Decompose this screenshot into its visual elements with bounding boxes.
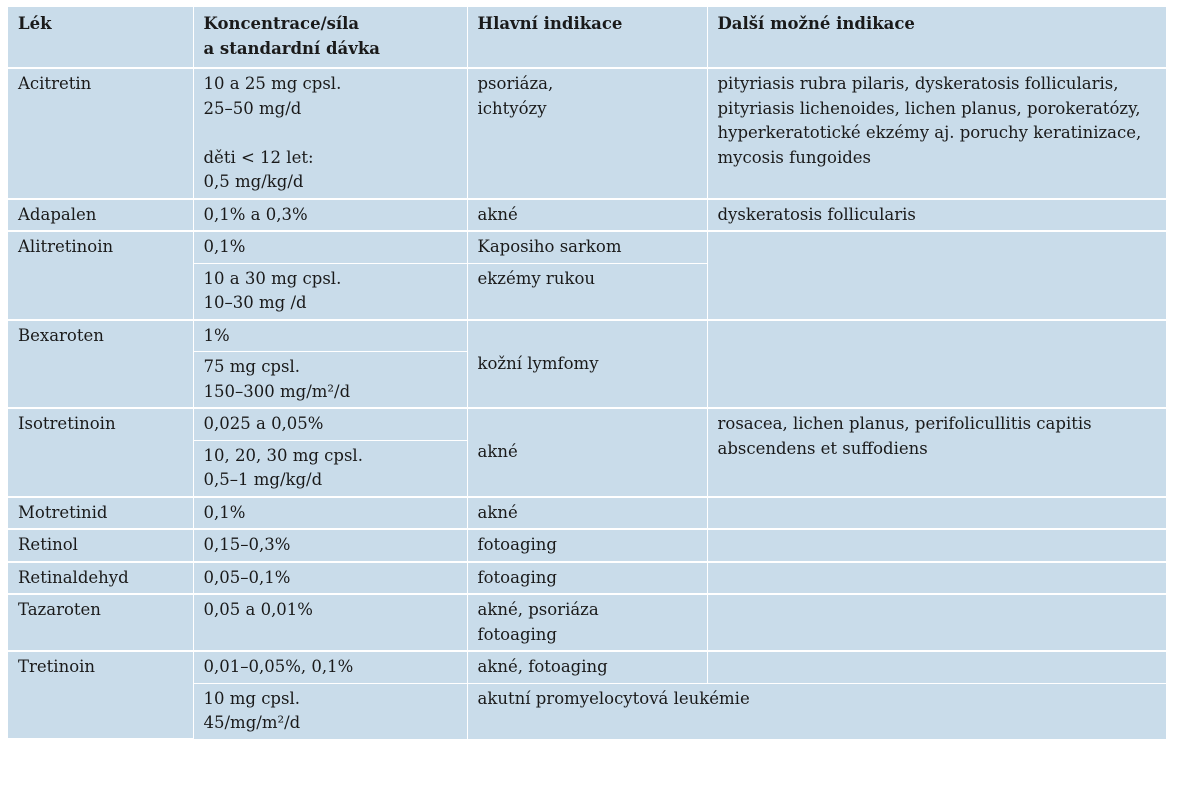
drug-cell: Retinol xyxy=(8,529,193,562)
drug-cell: Bexaroten xyxy=(8,320,193,409)
other-indication-cell xyxy=(707,320,1166,409)
table-row xyxy=(8,231,1166,263)
dose-cell: 0,05 a 0,01% xyxy=(193,594,467,651)
other-indication-cell xyxy=(707,562,1166,595)
drug-cell: Motretinid xyxy=(8,497,193,530)
dose-cell: 10 a 30 mg cpsl. 10–30 mg /d xyxy=(193,263,467,320)
table-row xyxy=(8,408,1166,440)
other-indication-cell xyxy=(707,651,1166,683)
header-main-indication: Hlavní indikace xyxy=(467,7,707,68)
main-indication-cell: akné xyxy=(467,199,707,232)
drug-cell: Tazaroten xyxy=(8,594,193,651)
main-indication-cell: psoriáza, ichtyózy xyxy=(467,68,707,199)
main-indication-cell: Kaposiho sarkom xyxy=(467,231,707,263)
drug-cell: Tretinoin xyxy=(8,651,193,739)
main-indication-cell: fotoaging xyxy=(467,562,707,595)
table-row xyxy=(8,68,1166,199)
table-row xyxy=(8,562,1166,595)
header-row xyxy=(8,7,1166,68)
drug-cell: Acitretin xyxy=(8,68,193,199)
dose-cell: 0,15–0,3% xyxy=(193,529,467,562)
main-indication-cell: akné, fotoaging xyxy=(467,651,707,683)
main-indication-cell: akutní promyelocytová leukémie xyxy=(467,683,1166,739)
drug-cell: Isotretinoin xyxy=(8,408,193,497)
dose-cell: 1% xyxy=(193,320,467,352)
retinoid-indications-table xyxy=(8,7,1166,739)
dose-cell: 0,025 a 0,05% xyxy=(193,408,467,440)
table-row xyxy=(8,320,1166,352)
other-indication-cell xyxy=(707,594,1166,651)
drug-cell: Retinaldehyd xyxy=(8,562,193,595)
dose-cell: 75 mg cpsl. 150–300 mg/m²/d xyxy=(193,352,467,409)
table-row xyxy=(8,529,1166,562)
main-indication-cell: akné xyxy=(467,497,707,530)
table-row xyxy=(8,497,1166,530)
table-row xyxy=(8,199,1166,232)
dose-cell: 0,1% xyxy=(193,497,467,530)
dose-cell: 0,05–0,1% xyxy=(193,562,467,595)
drug-cell: Alitretinoin xyxy=(8,231,193,320)
table-row xyxy=(8,651,1166,683)
dose-cell: 0,1% a 0,3% xyxy=(193,199,467,232)
table-row xyxy=(8,594,1166,651)
other-indication-cell xyxy=(707,497,1166,530)
header-drug: Lék xyxy=(8,7,193,68)
header-dose: Koncentrace/síla a standardní dávka xyxy=(193,7,467,68)
dose-cell: 10 a 25 mg cpsl. 25–50 mg/d děti < 12 let: 0,5 mg/kg/d xyxy=(193,68,467,199)
main-indication-cell: kožní lymfomy xyxy=(467,320,707,409)
main-indication-cell: fotoaging xyxy=(467,529,707,562)
dose-cell: 10, 20, 30 mg cpsl. 0,5–1 mg/kg/d xyxy=(193,440,467,497)
dose-cell: 0,01–0,05%, 0,1% xyxy=(193,651,467,683)
other-indication-cell xyxy=(707,231,1166,320)
table-body xyxy=(8,68,1166,739)
other-indication-cell: pityriasis rubra pilaris, dyskeratosis follicularis, pityriasis lichenoides, lichen planus, porokeratózy, hyperkeratotické ekzémy aj. poruchy keratinizace, mycosis fungoides xyxy=(707,68,1166,199)
main-indication-cell: akné, psoriáza fotoaging xyxy=(467,594,707,651)
other-indication-cell: dyskeratosis follicularis xyxy=(707,199,1166,232)
header-other-indications: Další možné indikace xyxy=(707,7,1166,68)
main-indication-cell: akné xyxy=(467,408,707,497)
dose-cell: 10 mg cpsl. 45/mg/m²/d xyxy=(193,683,467,739)
drug-cell: Adapalen xyxy=(8,199,193,232)
table-header xyxy=(8,7,1166,68)
other-indication-cell: rosacea, lichen planus, perifolicullitis capitis abscendens et suffodiens xyxy=(707,408,1166,497)
main-indication-cell: ekzémy rukou xyxy=(467,263,707,320)
other-indication-cell xyxy=(707,529,1166,562)
dose-cell: 0,1% xyxy=(193,231,467,263)
